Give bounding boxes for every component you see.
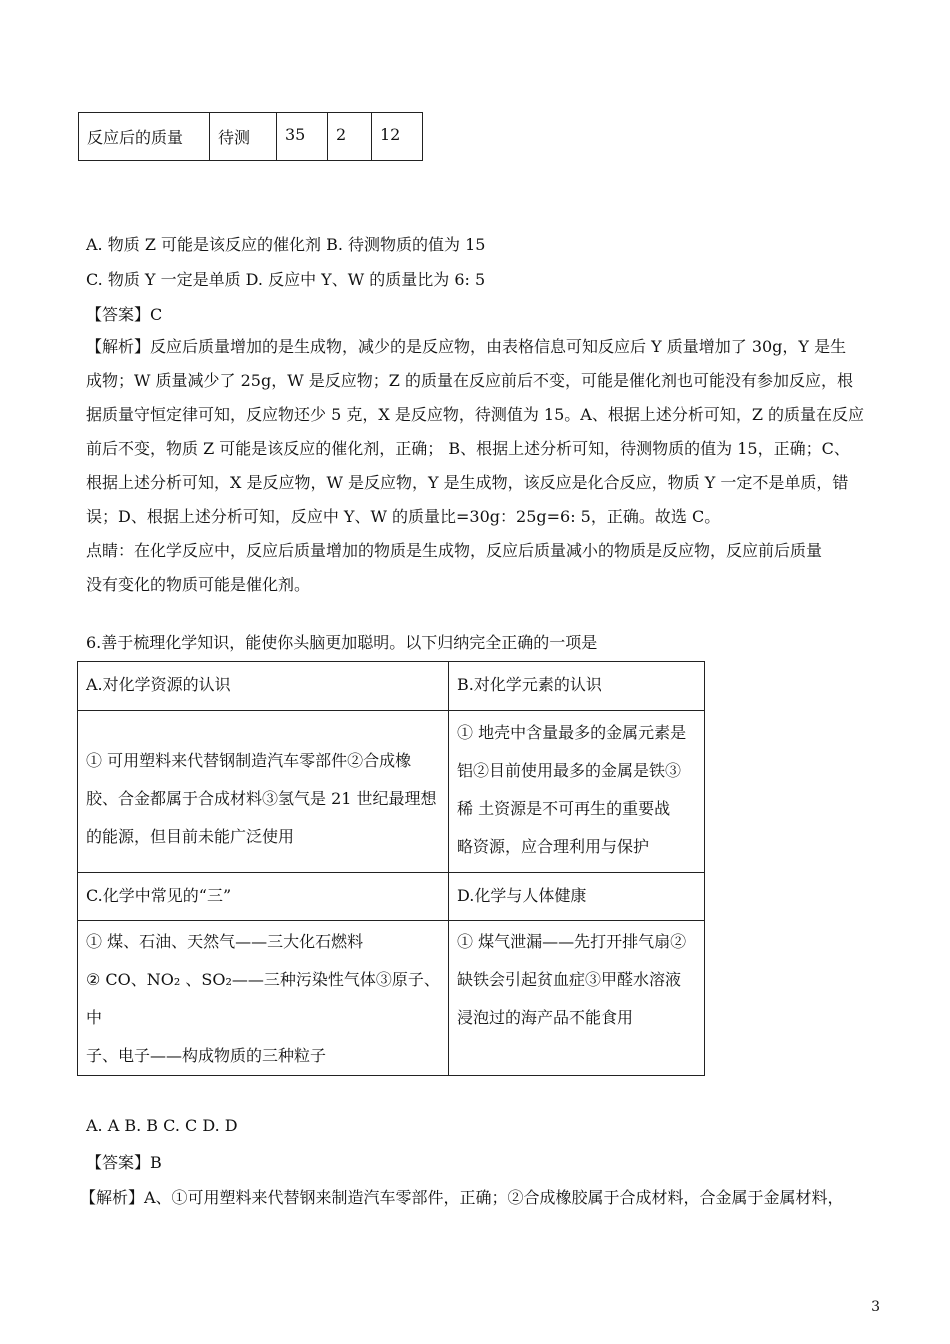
analysis-line: 成物；W 质量减少了 25g，W 是反应物；Z 的质量在反应前后不变，可能是催化剂也可能没有参加反应，根	[86, 371, 853, 390]
cell-line: 略资源，应合理利用与保护	[457, 837, 650, 856]
q5-options-line-1: A. 物质 Z 可能是该反应的催化剂 B. 待测物质的值为 15	[86, 235, 486, 254]
cell-line: 铝②目前使用最多的金属是铁③	[457, 761, 682, 780]
cell-line: ① 煤气泄漏——先打开排气扇②	[457, 932, 687, 951]
analysis-line: 【解析】反应后质量增加的是生成物，减少的是反应物，由表格信息可知反应后 Y 质量增加了 30g，Y 是生	[86, 337, 847, 356]
cell-line: 子、电子——构成物质的三种粒子	[86, 1046, 327, 1065]
cell-line: 的能源，但目前未能广泛使用	[86, 827, 295, 846]
q6-options: A. A B. B C. C D. D	[86, 1116, 238, 1135]
comment-line: 点睛：在化学反应中，反应后质量增加的物质是生成物，反应后质量减小的物质是反应物，反应前后质量	[86, 541, 823, 560]
comment-line: 没有变化的物质可能是催化剂。	[86, 575, 311, 594]
table-row	[79, 113, 423, 161]
table-cell: 待测	[210, 113, 277, 161]
cell-c-head: C.化学中常见的“三”	[78, 873, 449, 921]
analysis-line: 前后不变，物质 Z 可能是该反应的催化剂，正确； B、根据上述分析可知，待测物质的值为 15，正确；C、	[86, 439, 850, 458]
cell-c-body	[78, 921, 449, 1076]
table-cell-label: 反应后的质量	[79, 113, 210, 161]
table-cell: 35	[277, 113, 328, 161]
q6-answer: 【答案】B	[86, 1153, 162, 1172]
cell-line: ① 煤、石油、天然气——三大化石燃料	[86, 932, 364, 951]
q5-answer: 【答案】C	[86, 305, 163, 324]
cell-b-body	[449, 711, 705, 873]
page-number: 3	[871, 1299, 880, 1315]
cell-line: ② CO、NO₂ 、SO₂——三种污染性气体③原子、中	[86, 970, 440, 1027]
cell-line: 缺铁会引起贫血症③甲醛水溶液	[457, 970, 682, 989]
q5-options-line-2: C. 物质 Y 一定是单质 D. 反应中 Y、W 的质量比为 6: 5	[86, 270, 486, 289]
cell-d-body	[449, 921, 705, 1076]
q6-analysis: 【解析】A、①可用塑料来代替钢来制造汽车零部件，正确；②合成橡胶属于合成材料，合金属于金属材料，	[80, 1188, 844, 1207]
cell-line: 稀 土资源是不可再生的重要战	[457, 799, 671, 818]
analysis-line: 误；D、根据上述分析可知，反应中 Y、W 的质量比=30g：25g=6: 5，正确。故选 C。	[86, 507, 721, 526]
table-row	[78, 711, 705, 873]
cell-b-head: B.对化学元素的认识	[449, 662, 705, 711]
cell-line: 浸泡过的海产品不能食用	[457, 1008, 634, 1027]
cell-line: 胶、合金都属于合成材料③氢气是 21 世纪最理想	[86, 789, 437, 808]
cell-a-head: A.对化学资源的认识	[78, 662, 449, 711]
table-row	[78, 662, 705, 711]
mass-table	[78, 112, 423, 161]
table-row	[78, 921, 705, 1076]
table-cell: 12	[372, 113, 423, 161]
q6-stem: 6.善于梳理化学知识，能使你头脑更加聪明。以下归纳完全正确的一项是	[86, 633, 598, 652]
q5-analysis	[86, 330, 864, 602]
cell-line: ① 地壳中含量最多的金属元素是	[457, 723, 687, 742]
table-row	[78, 873, 705, 921]
cell-a-body	[78, 711, 449, 873]
analysis-line: 据质量守恒定律可知，反应物还少 5 克，X 是反应物，待测值为 15。A、根据上述分析可知，Z 的质量在反应	[86, 405, 865, 424]
cell-line: ① 可用塑料来代替钢制造汽车零部件②合成橡	[86, 751, 412, 770]
cell-d-head: D.化学与人体健康	[449, 873, 705, 921]
analysis-line: 根据上述分析可知，X 是反应物，W 是反应物，Y 是生成物，该反应是化合反应，物质 Y 一定不是单质，错	[86, 473, 849, 492]
table-cell: 2	[328, 113, 372, 161]
q6-options-table	[77, 661, 705, 1076]
